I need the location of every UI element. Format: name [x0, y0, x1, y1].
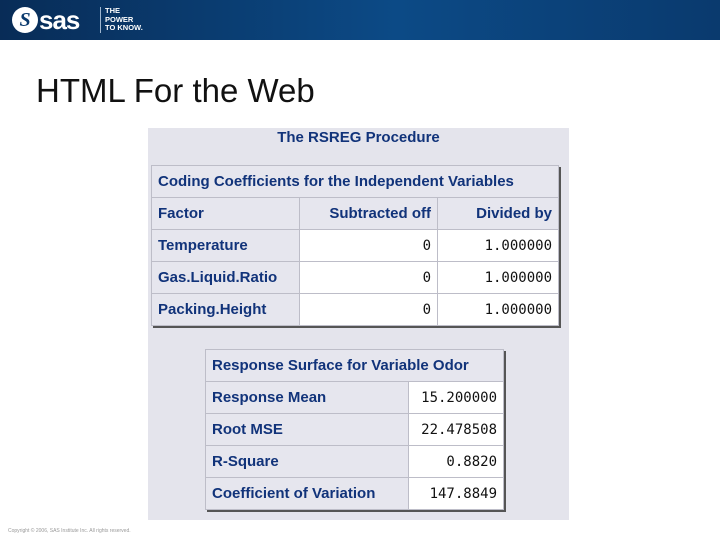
table-cell: 15.200000 [409, 382, 504, 414]
table-row [152, 294, 559, 326]
tagline-line: TO KNOW. [105, 23, 143, 32]
copyright-footer: Copyright © 2006, SAS Institute Inc. All rights reserved. [8, 528, 131, 534]
table-row [206, 414, 504, 446]
tagline-line: THE [105, 6, 120, 15]
table-header-row [152, 198, 559, 230]
table-row [152, 262, 559, 294]
procedure-title: The RSREG Procedure [277, 129, 440, 146]
table-cell: 0 [300, 262, 438, 294]
table-cell: 0.8820 [409, 446, 504, 478]
table-row [206, 478, 504, 510]
sas-output-panel [148, 128, 569, 520]
response-surface-table [205, 349, 504, 510]
table-title: Coding Coefficients for the Independent Variables [152, 166, 559, 198]
table-cell: 1.000000 [438, 262, 559, 294]
table-cell: 22.478508 [409, 414, 504, 446]
table-row [152, 230, 559, 262]
table-cell: 1.000000 [438, 294, 559, 326]
column-header: Subtracted off [300, 198, 438, 230]
header-bar [0, 0, 720, 40]
table-cell: 0 [300, 230, 438, 262]
coding-coefficients-table [151, 165, 559, 326]
table-row [206, 446, 504, 478]
table-title: Response Surface for Variable Odor [206, 350, 504, 382]
row-header: Coefficient of Variation [206, 478, 409, 510]
table-cell: 0 [300, 294, 438, 326]
row-header: Gas.Liquid.Ratio [152, 262, 300, 294]
row-header: Response Mean [206, 382, 409, 414]
table-cell: 147.8849 [409, 478, 504, 510]
table-title-row [206, 350, 504, 382]
tagline [100, 7, 143, 33]
table-cell: 1.000000 [438, 230, 559, 262]
row-header: Root MSE [206, 414, 409, 446]
row-header: Temperature [152, 230, 300, 262]
sas-logo [12, 5, 79, 35]
row-header: Packing.Height [152, 294, 300, 326]
sas-logo-icon: S [12, 7, 38, 33]
logo-text: sas [39, 4, 80, 35]
slide-title: HTML For the Web [36, 72, 315, 109]
row-header: R-Square [206, 446, 409, 478]
column-header: Factor [152, 198, 300, 230]
table-row [206, 382, 504, 414]
table-title-row [152, 166, 559, 198]
tagline-line: POWER [105, 14, 134, 24]
column-header: Divided by [438, 198, 559, 230]
